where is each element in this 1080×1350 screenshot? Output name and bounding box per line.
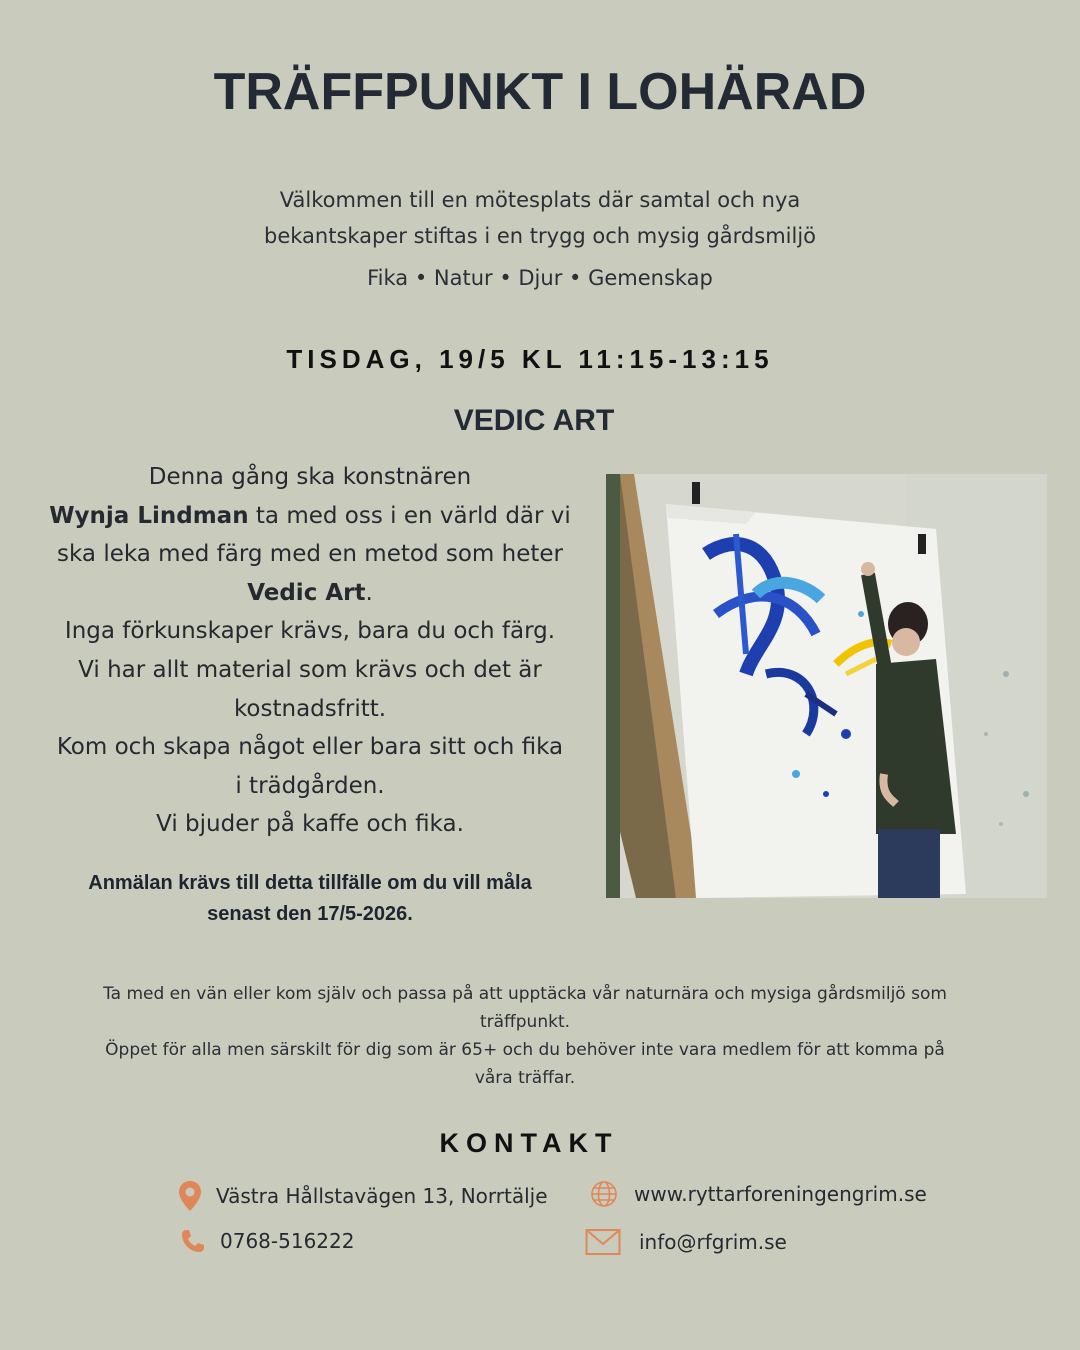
info-paragraph [80, 980, 970, 1092]
website-link[interactable]: www.ryttarforeningengrim.se [634, 1182, 927, 1206]
method-name: Vedic Art [247, 579, 366, 606]
description-line: Inga förkunskaper krävs, bara du och färg. [64, 618, 556, 645]
phone-icon [180, 1228, 206, 1254]
event-description [40, 458, 580, 844]
info-line: Öppet för alla men särskilt för dig som är 65+ och du behöver inte vara medlem för att komma på [105, 1040, 945, 1060]
info-line: våra träffar. [474, 1068, 576, 1088]
phone-number[interactable]: 0768-516222 [220, 1229, 355, 1253]
description-line: Vi har allt material som krävs och det är [78, 656, 542, 683]
tags-line: Fika • Natur • Djur • Gemenskap [367, 266, 713, 290]
description-line: kostnadsfritt. [233, 695, 387, 722]
intro-line: Välkommen till en mötesplats där samtal och nya [279, 188, 801, 212]
contact-address [178, 1180, 548, 1212]
mail-icon [585, 1228, 621, 1256]
address-text: Västra Hållstavägen 13, Norrtälje [216, 1184, 548, 1208]
contact-website[interactable] [590, 1180, 927, 1208]
description-line: i trädgården. [235, 772, 385, 799]
description-line [40, 497, 580, 536]
description-line: Denna gång ska konstnären [148, 464, 472, 490]
intro-text [190, 182, 890, 254]
artist-painting-photo [606, 474, 1047, 898]
description-line [40, 574, 580, 613]
email-link[interactable]: info@rfgrim.se [639, 1230, 787, 1254]
contact-phone[interactable] [180, 1228, 354, 1254]
page-title: TRÄFFPUNKT I LOHÄRAD [213, 63, 867, 121]
description-text: . [365, 579, 373, 606]
description-text: ta med oss i en värld där vi [248, 502, 571, 529]
event-datetime: TISDAG, 19/5 KL 11:15-13:15 [286, 344, 774, 374]
contact-email[interactable] [585, 1228, 787, 1256]
registration-notice [40, 868, 580, 930]
event-heading: VEDIC ART [453, 404, 615, 437]
description-line: ska leka med färg med en metod som heter [57, 541, 563, 568]
painting-illustration [606, 474, 1047, 898]
artist-name: Wynja Lindman [49, 502, 249, 529]
description-line: Vi bjuder på kaffe och fika. [156, 811, 464, 838]
info-line: Ta med en vän eller kom själv och passa på att upptäcka vår naturnära och mysiga gårdsmiljö som [103, 984, 947, 1004]
description-line: Kom och skapa något eller bara sitt och fika [56, 734, 564, 761]
intro-line: bekantskaper stiftas i en trygg och mysig gårdsmiljö [264, 224, 816, 248]
notice-line: Anmälan krävs till detta tillfälle om du vill måla [88, 872, 532, 894]
location-pin-icon [178, 1180, 202, 1212]
contact-heading: KONTAKT [439, 1128, 619, 1158]
globe-icon [590, 1180, 618, 1208]
notice-line: senast den 17/5-2026. [207, 903, 413, 925]
info-line: träffpunkt. [479, 1012, 571, 1032]
